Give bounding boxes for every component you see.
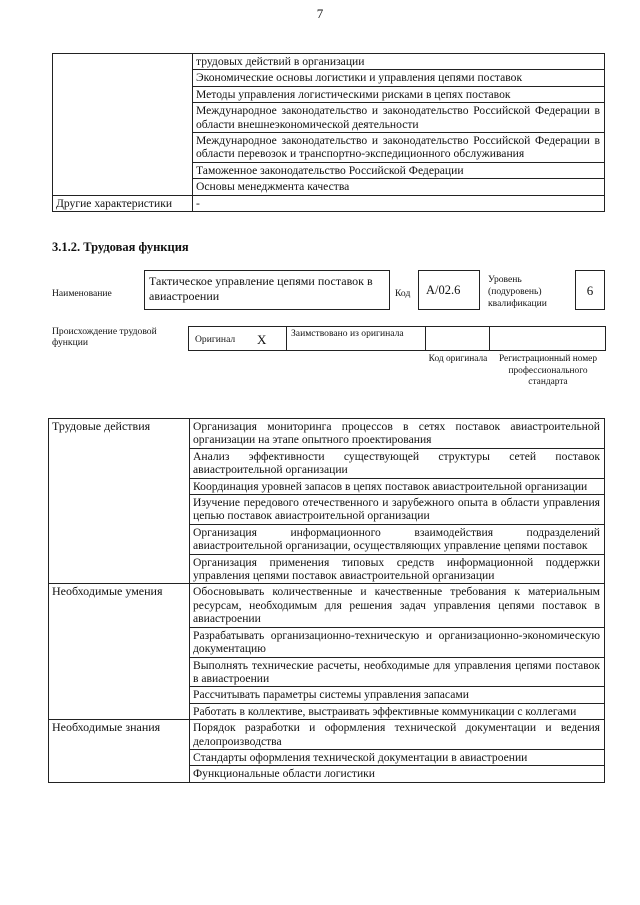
origin-label: Происхождение трудовой функции [52, 326, 157, 348]
knowledge-item: трудовых действий в организации [193, 54, 605, 70]
labor-action-item: Организация информационного взаимодействия подразделений авиастроительной организации, осуществляющих управление цепями поставок [190, 524, 605, 554]
skill-item: Работать в коллективе, выстраивать эффективные коммуникации с коллегами [190, 703, 605, 719]
code-value: A/02.6 [426, 283, 461, 297]
code-box [418, 270, 480, 310]
knowledge-item: Стандарты оформления технической документации в авиастроении [190, 749, 605, 765]
skill-item: Рассчитывать параметры системы управления запасами [190, 687, 605, 703]
registration-number-caption: Регистрационный номер профессионального стандарта [498, 354, 598, 387]
origin-box [188, 326, 606, 351]
continued-knowledge-table [52, 53, 605, 212]
divider [286, 327, 287, 350]
knowledge-item: Порядок разработки и оформления технической документации и ведения делопроизводства [190, 720, 605, 750]
labor-action-item: Организация применения типовых средств информационной поддержки управления цепями поставок авиастроительной организации [190, 554, 605, 584]
other-characteristics-value: - [193, 195, 605, 211]
knowledge-label: Необходимые знания [49, 720, 190, 783]
borrowed-label: Заимствовано из оригинала [291, 328, 404, 339]
labor-action-item: Организация мониторинга процессов в сетях поставок авиастроительной организации на этапе опытного проектирования [190, 419, 605, 449]
original-label: Оригинал [195, 334, 236, 345]
labor-function-table [48, 418, 605, 783]
knowledge-item: Международное законодательство и законодательство Российской Федерации в области внешнеэкономической деятельности [193, 103, 605, 133]
code-original-caption: Код оригинала [428, 354, 488, 364]
function-name-box [144, 270, 390, 310]
knowledge-item: Международное законодательство и законодательство Российской Федерации в области перевозок и транспортно-экспедиционного обслуживания [193, 133, 605, 163]
labor-action-item: Изучение передового отечественного и зарубежного опыта в области управления цепью поставок авиастроительной организации [190, 495, 605, 525]
knowledge-item: Функциональные области логистики [190, 766, 605, 782]
level-value: 6 [586, 283, 594, 298]
knowledge-item: Методы управления логистическими рисками в цепях поставок [193, 86, 605, 102]
skill-item: Обосновывать количественные и качественные требования к материальным ресурсам, необходимым для решения задач управления цепями поставок в авиастроении [190, 584, 605, 627]
labor-action-item: Координация уровней запасов в цепях поставок авиастроительной организации [190, 478, 605, 494]
empty-label-cell [53, 54, 193, 196]
function-name: Тактическое управление цепями поставок в авиастроении [149, 274, 373, 303]
other-characteristics-label: Другие характеристики [53, 195, 193, 211]
code-label: Код [395, 288, 411, 299]
labor-action-item: Анализ эффективности существующей структуры сетей поставок авиастроительной организации [190, 448, 605, 478]
divider [489, 327, 490, 350]
knowledge-item: Таможенное законодательство Российской Федерации [193, 162, 605, 178]
skill-item: Разрабатывать организационно-техническую и организационно-экономическую документацию [190, 627, 605, 657]
section-heading: 3.1.2. Трудовая функция [52, 240, 189, 254]
skill-item: Выполнять технические расчеты, необходимые для управления цепями поставок в авиастроении [190, 657, 605, 687]
knowledge-item: Экономические основы логистики и управления цепями поставок [193, 70, 605, 86]
divider [425, 327, 426, 350]
original-mark: X [257, 332, 267, 347]
level-label: Уровень (подуровень) квалификации [488, 274, 547, 309]
name-label: Наименование [52, 288, 112, 299]
knowledge-item: Основы менеджмента качества [193, 179, 605, 195]
page-number: 7 [316, 6, 324, 21]
labor-actions-label: Трудовые действия [49, 419, 190, 584]
skills-label: Необходимые умения [49, 584, 190, 720]
level-box [575, 270, 605, 310]
